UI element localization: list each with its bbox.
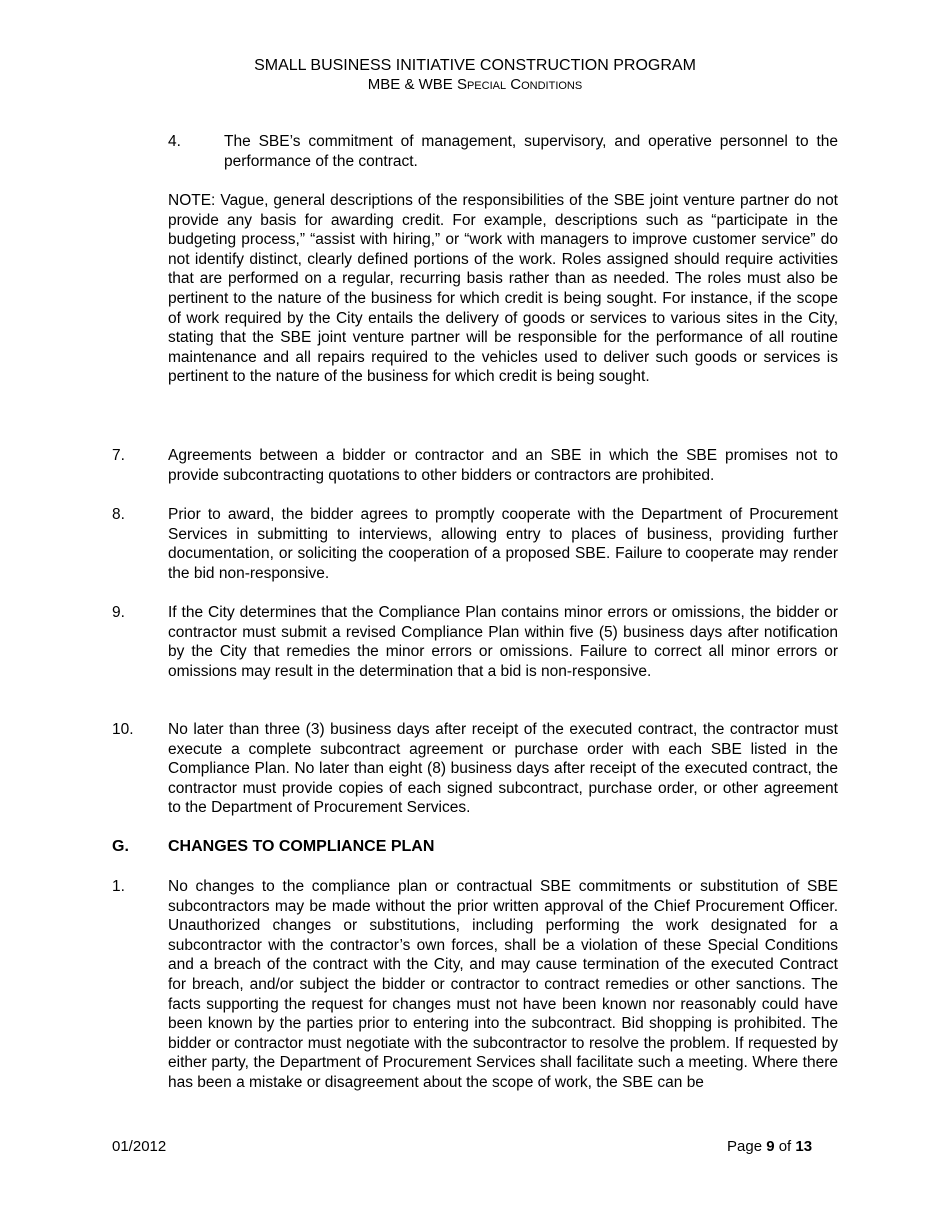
item-4-text: The SBE’s commitment of management, supervisory, and operative personnel to the performance of the contract. <box>224 133 838 170</box>
item-9-text: If the City determines that the Compliance Plan contains minor errors or omissions, the bidder or contractor must submit a revised Compliance Plan within five (5) business days after notification by the City that remedies the minor errors or omissions. Failure to correct all minor errors or omissions may result in the determination that a bid is non-responsive. <box>168 604 838 680</box>
header-title: SMALL BUSINESS INITIATIVE CONSTRUCTION PROGRAM <box>254 57 696 74</box>
footer-page-current: 9 <box>766 1138 775 1155</box>
footer-page-total: 13 <box>795 1138 813 1155</box>
item-8-number: 8. <box>112 506 125 523</box>
item-8-text: Prior to award, the bidder agrees to promptly cooperate with the Department of Procurement Services in submitting to interviews, allowing entry to places of business, providing further documentation, or soliciting the cooperation of a proposed SBE. Failure to cooperate may render the bid non-responsive. <box>168 506 838 582</box>
g-item-1-text: No changes to the compliance plan or contractual SBE commitments or substitution of SBE subcontractors may be made without the prior written approval of the Chief Procurement Officer. Unauthorized changes or substitutions, including performing the work designated for a subcontractor with the contractor’s own forces, shall be a violation of these Special Conditions and a breach of the contract with the City, and may cause termination of the executed Contract for breach, and/or subject the bidder or contractor to contract remedies or other sanctions. The facts supporting the request for changes must not have been known nor reasonably could have been known by the parties prior to entering into the subcontract. Bid shopping is prohibited. The bidder or contractor must negotiate with the subcontractor to resolve the problem. If requested by either party, the Department of Procurement Services shall facilitate such a meeting. Where there has been a mistake or disagreement about the scope of work, the SBE can be <box>168 878 838 1091</box>
item-10-text: No later than three (3) business days after receipt of the executed contract, the contractor must execute a complete subcontract agreement or purchase order with each SBE listed in the Compliance Plan. No later than eight (8) business days after receipt of the executed contract, the contractor must provide copies of each signed subcontract, purchase order, or other agreement to the Department of Procurement Services. <box>168 721 838 817</box>
item-9-number: 9. <box>112 604 125 621</box>
item-7-text: Agreements between a bidder or contractor and an SBE in which the SBE promises not to provide subcontracting quotations to other bidders or contractors are prohibited. <box>168 447 838 484</box>
section-g-title: CHANGES TO COMPLIANCE PLAN <box>168 838 435 855</box>
item-7-number: 7. <box>112 447 125 464</box>
section-g-letter: G. <box>112 838 129 855</box>
header-subtitle-prefix: MBE & WBE <box>367 76 457 93</box>
page-header <box>0 56 950 94</box>
footer-date: 01/2012 <box>112 1138 167 1155</box>
g-item-1-number: 1. <box>112 878 125 895</box>
footer-of-label: of <box>774 1138 796 1155</box>
note-paragraph: NOTE: Vague, general descriptions of the responsibilities of the SBE joint venture partner do not provide any basis for awarding credit. For example, descriptions such as “participate in the budgeting process,” “assist with hiring,” or “work with managers to improve customer service” do not identify distinct, clearly defined portions of the work. Roles assigned should require activities that are performed on a regular, recurring basis rather than as needed. The roles must also be pertinent to the nature of the business for which credit is being sought. For instance, if the scope of work required by the City entails the delivery of goods or services to various sites in the City, stating that the SBE joint venture partner will be responsible for the performance of all routine maintenance and all repairs required to the vehicles used to deliver such goods or services is pertinent to the nature of the business for which credit is being sought. <box>168 192 838 386</box>
footer-page-number <box>727 1138 812 1156</box>
item-10-number: 10. <box>112 721 134 738</box>
footer-page-label: Page <box>727 1138 767 1155</box>
header-subtitle-smallcaps: Special Conditions <box>456 76 583 93</box>
item-4-number: 4. <box>168 133 181 150</box>
header-subtitle <box>0 75 950 94</box>
